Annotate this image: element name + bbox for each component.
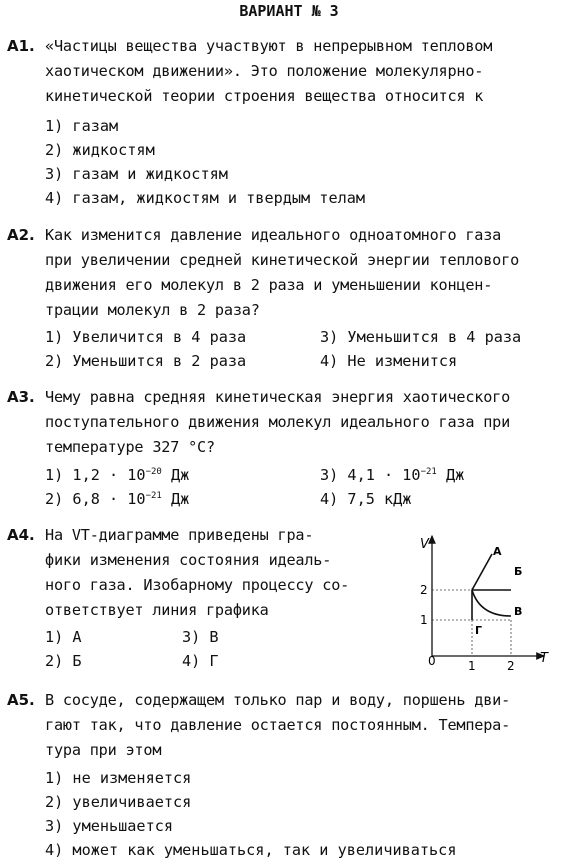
curve-label-a: А xyxy=(493,545,502,558)
question-text-line: ного газа. Изобарному процессу со- xyxy=(45,576,350,594)
curve-a xyxy=(472,554,492,590)
y-tick-label: 2 xyxy=(420,583,428,597)
answer-option[interactable] xyxy=(320,466,464,484)
answer-option[interactable]: 4) газам, жидкостям и твердым телам xyxy=(45,189,366,207)
question-text-line: температуре 327 °С? xyxy=(45,438,215,456)
answer-option[interactable]: 1) А xyxy=(45,628,82,646)
answer-option[interactable]: 2) жидкостям xyxy=(45,141,155,159)
answer-option[interactable]: 2) Б xyxy=(45,652,82,670)
question-text-line: движения его молекул в 2 раза и уменьшении концен- xyxy=(45,276,493,294)
question-text-line: хаотическом движении». Это положение молекулярно- xyxy=(45,62,484,80)
option-exponent: −21 xyxy=(145,491,162,501)
y-axis-label: V xyxy=(420,537,429,552)
question-text-line: при увеличении средней кинетической энергии теплового xyxy=(45,251,520,269)
option-base: 2) 6,8 · 10 xyxy=(45,490,146,508)
answer-option[interactable]: 4) может как уменьшаться, так и увеличиваться xyxy=(45,841,457,859)
curve-label-g: Г xyxy=(475,624,483,637)
question-text-line: Чему равна средняя кинетическая энергия хаотического xyxy=(45,388,511,406)
answer-option[interactable] xyxy=(45,466,189,484)
answer-option[interactable]: 1) не изменяется xyxy=(45,769,192,787)
origin-label: 0 xyxy=(428,654,436,668)
question-text-line: Как изменится давление идеального одноатомного газа xyxy=(45,226,502,244)
option-unit: Дж xyxy=(161,466,190,484)
answer-option[interactable]: 3) газам и жидкостям xyxy=(45,165,228,183)
curve-v xyxy=(472,590,511,616)
curve-label-v: В xyxy=(514,605,523,618)
question-text-line: тура при этом xyxy=(45,741,162,759)
question-text-line: «Частицы вещества участвуют в непрерывном тепловом xyxy=(45,37,493,55)
answer-option[interactable]: 4) Г xyxy=(182,652,219,670)
answer-option[interactable] xyxy=(320,490,411,508)
question-number: А2. xyxy=(7,226,35,244)
option-unit: Дж xyxy=(436,466,465,484)
x-tick-label: 2 xyxy=(507,659,515,673)
curve-label-b: Б xyxy=(514,565,523,578)
question-text-line: трации молекул в 2 раза? xyxy=(45,301,260,319)
question-number: А4. xyxy=(7,526,35,544)
page-title: ВАРИАНТ № 3 xyxy=(239,2,339,20)
option-base: 3) 4,1 · 10 xyxy=(320,466,421,484)
x-axis-label: T xyxy=(540,651,548,666)
answer-option[interactable]: 3) В xyxy=(182,628,219,646)
answer-option[interactable]: 3) уменьшается xyxy=(45,817,174,835)
option-base: 1) 1,2 · 10 xyxy=(45,466,146,484)
question-number: А1. xyxy=(7,37,35,55)
question-text-line: фики изменения состояния идеаль- xyxy=(45,551,332,569)
question-text-line: ответствует линия графика xyxy=(45,601,269,619)
option-exponent: −20 xyxy=(145,467,162,477)
answer-option[interactable]: 1) газам xyxy=(45,117,119,135)
answer-option[interactable]: 2) увеличивается xyxy=(45,793,192,811)
question-number: А3. xyxy=(7,388,35,406)
answer-option[interactable] xyxy=(45,490,189,508)
question-text-line: гают так, что давление остается постоянным. Темпера- xyxy=(45,716,511,734)
question-text-line: поступательного движения молекул идеального газа при xyxy=(45,413,511,431)
answer-option[interactable]: 4) Не изменится xyxy=(320,352,458,370)
question-text-line: В сосуде, содержащем только пар и воду, поршень дви- xyxy=(45,691,511,709)
option-unit: Дж xyxy=(161,490,190,508)
answer-option[interactable]: 3) Уменьшится в 4 раза xyxy=(320,328,522,346)
question-text-line: кинетической теории строения вещества относится к xyxy=(45,87,484,105)
option-base: 4) 7,5 кДж xyxy=(320,490,412,508)
question-text-line: На VT-диаграмме приведены гра- xyxy=(45,526,314,544)
answer-option[interactable]: 1) Увеличится в 4 раза xyxy=(45,328,247,346)
answer-option[interactable]: 2) Уменьшится в 2 раза xyxy=(45,352,247,370)
option-exponent: −21 xyxy=(420,467,437,477)
question-number: А5. xyxy=(7,691,35,709)
vt-diagram xyxy=(408,528,558,678)
y-tick-label: 1 xyxy=(420,613,428,627)
x-tick-label: 1 xyxy=(468,659,476,673)
